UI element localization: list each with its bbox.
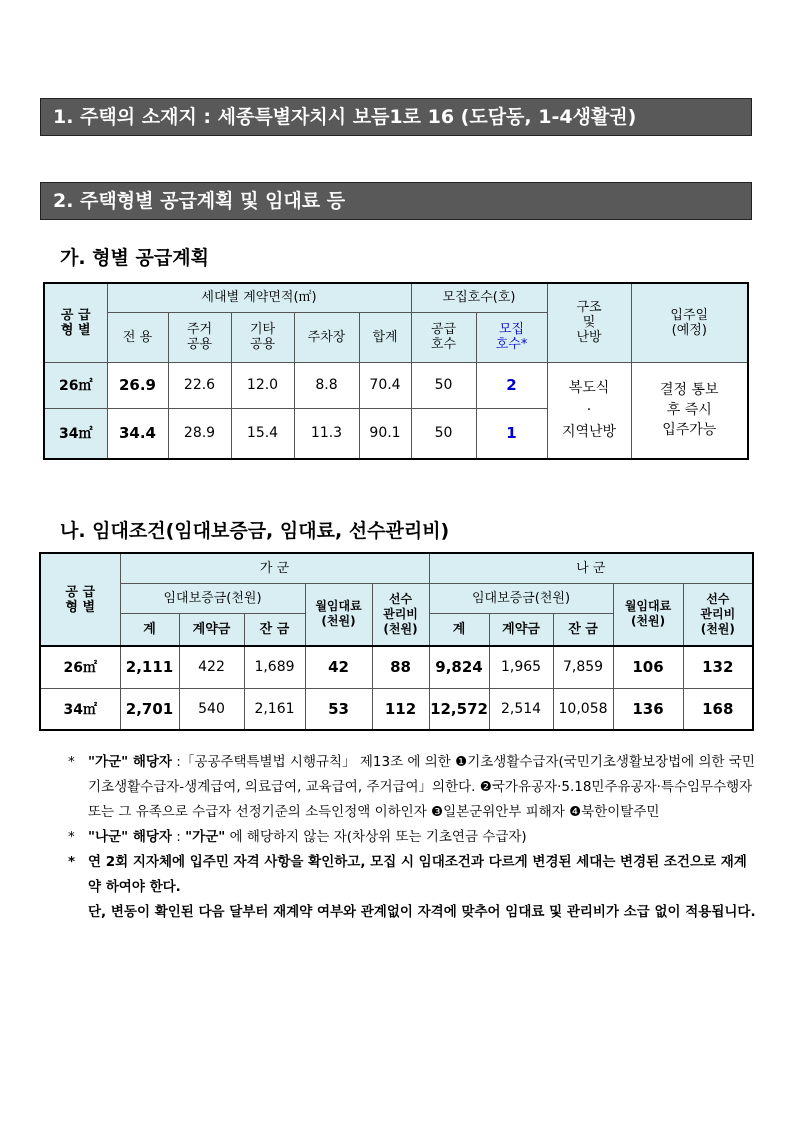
header-ga-rent: 월임대료 (천원) [305,583,372,646]
supply-plan-table [43,282,749,460]
row1-supply-units: 50 [411,362,476,408]
row2-recruit-units: 1 [476,408,547,459]
row1-ga-mgmt: 88 [372,646,429,688]
row1-ga-rent: 42 [305,646,372,688]
table-row [40,646,753,688]
row2-residential-shared: 28.9 [168,408,231,459]
row2-ga-mgmt: 112 [372,688,429,730]
note-recheck-line1: 연 2회 지자체에 입주민 자격 사항을 확인하고, 모집 시 임대조건과 다르게 변경된 세대는 변경된 조건으로 재계약 하여야 한다. [88,854,747,895]
subsection-na-title: 나. 임대조건(임대보증금, 임대료, 선수관리비) [60,520,450,542]
table-row [40,688,753,730]
header-residential-shared: 주거 공용 [168,312,231,362]
header-type: 공 급 형 별 [40,553,120,646]
note-ga-content [88,750,758,825]
note-na-label: "나군" 해당자 [88,829,172,845]
row2-supply-units: 50 [411,408,476,459]
header-other-shared: 기타 공용 [231,312,294,362]
header-structure: 구조 및 난방 [547,283,631,362]
subsection-ga-title: 가. 형별 공급계획 [60,247,209,269]
note-ga-label: "가군" 해당자 [88,754,172,770]
row1-na-rent: 106 [613,646,683,688]
section2-title-bar [40,182,752,220]
row2-na-mgmt: 168 [683,688,753,730]
header-ga-deposit: 임대보증금(천원) [120,583,305,613]
row2-ga-rent: 53 [305,688,372,730]
row1-type: 26㎡ [40,646,120,688]
notes-section [68,750,758,925]
row2-other-shared: 15.4 [231,408,294,459]
row2-exclusive: 34.4 [107,408,168,459]
note-recheck [68,850,758,925]
row1-ga-contract: 422 [179,646,244,688]
note-na-bold: "가군" [185,829,226,845]
header-ga-mgmt: 선수 관리비 (천원) [372,583,429,646]
header-ga-sum: 계 [120,613,179,646]
note-recheck-content [88,850,758,925]
row1-na-balance: 7,859 [553,646,613,688]
note-ga [68,750,758,825]
header-na-mgmt: 선수 관리비 (천원) [683,583,753,646]
row1-total: 70.4 [359,362,411,408]
rent-conditions-table [39,552,754,731]
row1-na-contract: 1,965 [489,646,553,688]
header-group-na: 나 군 [429,553,753,583]
row2-type: 34㎡ [40,688,120,730]
section2-title: 2. 주택형별 공급계획 및 임대료 등 [53,190,346,212]
header-na-contract: 계약금 [489,613,553,646]
row1-exclusive: 26.9 [107,362,168,408]
header-total: 합계 [359,312,411,362]
header-move-in: 입주일 (예정) [631,283,748,362]
row2-ga-balance: 2,161 [244,688,305,730]
row2-total: 90.1 [359,408,411,459]
note-na-text-b: 에 해당하지 않는 자(차상위 또는 기초연금 수급자) [225,829,527,845]
row1-parking: 8.8 [294,362,359,408]
note-na-content [88,825,527,850]
row1-na-sum: 9,824 [429,646,489,688]
note-na [68,825,758,850]
header-area-group: 세대별 계약면적(㎡) [107,283,411,312]
row1-na-mgmt: 132 [683,646,753,688]
row2-na-rent: 136 [613,688,683,730]
row2-na-balance: 10,058 [553,688,613,730]
header-recruit-units: 모집 호수* [476,312,547,362]
note-recheck-line2: 단, 변동이 확인된 다음 달부터 재계약 여부와 관계없이 자격에 맞추어 임대료 및 관리비가 소급 없이 적용됩니다. [88,904,756,920]
header-ga-contract: 계약금 [179,613,244,646]
header-type: 공 급 형 별 [44,283,107,362]
table-row [44,362,748,408]
row2-type: 34㎡ [44,408,107,459]
header-na-deposit: 임대보증금(천원) [429,583,613,613]
section1-title: 1. 주택의 소재지 : 세종특별자치시 보듬1로 16 (도담동, 1-4생활권) [53,106,637,128]
header-parking: 주차장 [294,312,359,362]
move-in-value: 결정 통보 후 즉시 입주가능 [631,362,748,459]
header-na-sum: 계 [429,613,489,646]
header-exclusive: 전 용 [107,312,168,362]
note-ga-text: :「공공주택특별법 시행규칙」 제13조 에 의한 ❶기초생활수급자(국민기초생활보장법에 의한 국민기초생활수급자-생계급여, 의료급여, 교육급여, 주거급여」의한다. ❷국가유공자·5.18민주유공자·특수임무수행자 또는 그 유족으로 수급자 선정기준의 소득인정액 이하인자 ❸일본군위안부 피해자 ❹북한이탈주민 [88,754,755,820]
structure-value: 복도식 · 지역난방 [547,362,631,459]
row2-na-contract: 2,514 [489,688,553,730]
header-ga-balance: 잔 금 [244,613,305,646]
note-star: * [68,754,75,770]
section1-title-bar [40,98,752,136]
note-star: * [68,829,75,845]
header-group-ga: 가 군 [120,553,429,583]
row2-ga-contract: 540 [179,688,244,730]
header-na-balance: 잔 금 [553,613,613,646]
row2-na-sum: 12,572 [429,688,489,730]
row1-residential-shared: 22.6 [168,362,231,408]
note-na-text-a: : [171,829,186,845]
row1-type: 26㎡ [44,362,107,408]
row1-recruit-units: 2 [476,362,547,408]
row2-ga-sum: 2,701 [120,688,179,730]
row2-parking: 11.3 [294,408,359,459]
row1-ga-balance: 1,689 [244,646,305,688]
header-supply-units: 공급 호수 [411,312,476,362]
header-na-rent: 월임대료 (천원) [613,583,683,646]
note-star: * [68,854,76,870]
header-recruit-group: 모집호수(호) [411,283,547,312]
row1-ga-sum: 2,111 [120,646,179,688]
row1-other-shared: 12.0 [231,362,294,408]
